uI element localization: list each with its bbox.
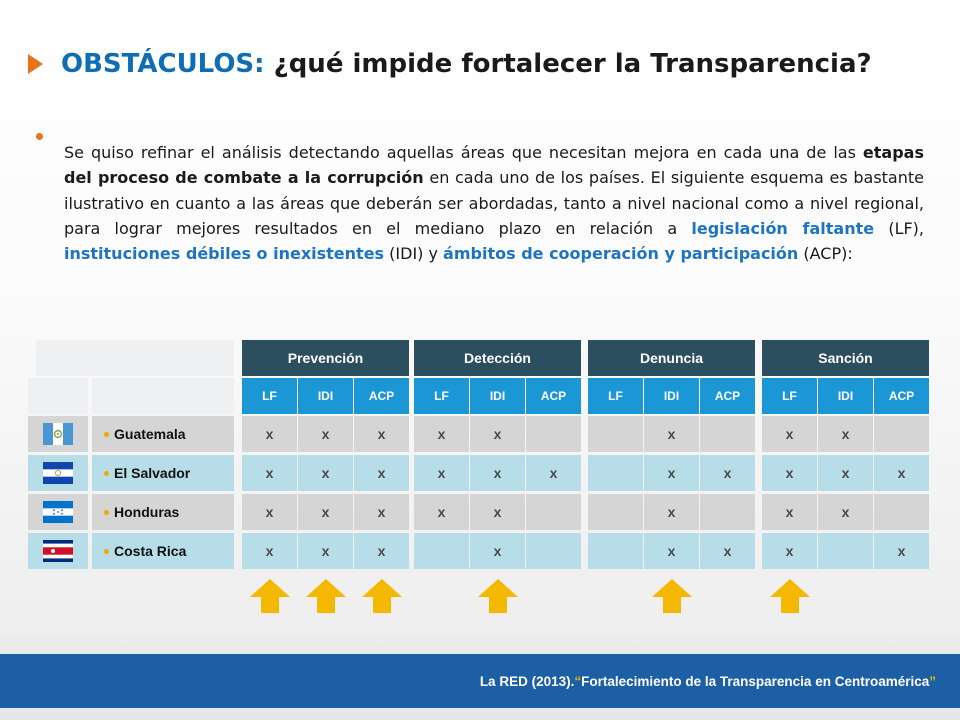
footer-bar [0,654,960,708]
table-cell [874,416,929,452]
stage-header: Prevención [242,340,409,376]
column-header: ACP [874,378,929,414]
table-cell: x [414,455,469,491]
table-cell: x [242,494,297,530]
header-blank-block [92,378,234,414]
source-citation [480,654,936,708]
citation-open-quote: “ [574,673,582,689]
para-text-3: (LF), [874,218,925,238]
para-text-1: Se quiso refinar el análisis detectando aquellas áreas que necesitan mejora en cada una de las [64,143,863,162]
table-cell: x [762,416,817,452]
para-bold-stages: etapas del proceso de combate a la corrupción [64,143,924,188]
table-cell: x [700,533,755,569]
country-cell [92,533,234,569]
play-triangle-icon [28,54,43,74]
table-cell [588,533,643,569]
bullet-icon [104,510,109,515]
flag-cell [28,533,88,569]
table-cell: x [298,455,353,491]
column-header: IDI [818,378,873,414]
table-cell [874,494,929,530]
table-cell: x [762,533,817,569]
table-cell: x [762,455,817,491]
table-cell [588,416,643,452]
table-cell [588,455,643,491]
table-cell: x [874,533,929,569]
para-text-2: en cada uno de los países. El siguiente esquema es bastante ilustrativo en cuanto a las áreas que deberán ser abordadas, tanto a nivel nacional como a nivel regional, para lograr mejores resultados en el mediano plazo en relación a [64,168,924,238]
column-header: IDI [644,378,699,414]
table-cell: x [414,494,469,530]
header-blank-block [28,378,88,414]
table-cell [818,533,873,569]
table-cell [700,416,755,452]
title-text [61,49,872,79]
table-cell: x [818,494,873,530]
citation-work: Fortalecimiento de la Transparencia en Centroamérica [581,673,930,689]
para-highlight-idi: instituciones débiles o inexistentes [64,244,385,264]
body-paragraph [64,140,924,266]
table-cell: x [354,494,409,530]
country-name: Guatemala [114,426,186,442]
table-cell [700,494,755,530]
header-blank-block [36,340,234,376]
title-question: ¿qué impide fortalecer la Transparencia? [273,49,872,79]
bullet-icon [104,432,109,437]
table-cell [588,494,643,530]
table-cell: x [470,494,525,530]
stage-header: Sanción [762,340,929,376]
country-name: Costa Rica [114,543,187,559]
table-cell: x [818,416,873,452]
table-cell: x [470,533,525,569]
bullet-icon [104,549,109,554]
up-arrow-icon [361,578,403,614]
table-cell: x [470,416,525,452]
flag-cell [28,416,88,452]
slide-title [28,44,872,84]
table-cell: x [644,494,699,530]
table-cell: x [762,494,817,530]
table-cell [414,533,469,569]
costa-rica-flag-icon [43,540,73,562]
up-arrow-icon [249,578,291,614]
up-arrow-icon [305,578,347,614]
column-header: LF [588,378,643,414]
flag-cell [28,455,88,491]
table-cell: x [354,455,409,491]
para-text-5: (ACP): [798,244,853,264]
column-header: IDI [298,378,353,414]
citation-close-quote: ” [929,673,936,689]
stage-header: Denuncia [588,340,755,376]
country-cell [92,494,234,530]
table-cell: x [354,533,409,569]
table-cell: x [242,533,297,569]
table-cell: x [644,455,699,491]
table-cell [526,494,581,530]
table-cell: x [354,416,409,452]
el-salvador-flag-icon [43,462,73,484]
table-cell: x [818,455,873,491]
table-cell: x [298,494,353,530]
country-name: El Salvador [114,465,191,481]
bullet-icon [36,133,43,140]
table-cell: x [874,455,929,491]
table-cell: x [298,416,353,452]
flag-cell [28,494,88,530]
guatemala-flag-icon [43,423,73,445]
table-cell: x [242,416,297,452]
column-header: ACP [354,378,409,414]
honduras-flag-icon [43,501,73,523]
footer-strip [0,708,960,720]
stage-header: Detección [414,340,581,376]
up-arrow-icon [769,578,811,614]
column-header: ACP [526,378,581,414]
bullet-icon [104,471,109,476]
citation-source: La RED (2013). [479,673,575,689]
table-cell: x [526,455,581,491]
table-cell: x [298,533,353,569]
body-bullet [36,124,924,282]
column-header: LF [762,378,817,414]
table-cell: x [700,455,755,491]
table-cell: x [414,416,469,452]
country-name: Honduras [114,504,180,520]
table-cell: x [644,533,699,569]
up-arrow-icon [651,578,693,614]
up-arrow-icon [477,578,519,614]
country-cell [92,455,234,491]
para-text-4: (IDI) y [384,244,444,264]
country-cell [92,416,234,452]
table-cell [526,533,581,569]
column-header: ACP [700,378,755,414]
table-cell: x [644,416,699,452]
column-header: IDI [470,378,525,414]
table-cell [526,416,581,452]
table-cell: x [470,455,525,491]
column-header: LF [242,378,297,414]
para-highlight-lf: legislación faltante [691,218,875,238]
title-keyword: OBSTÁCULOS: [61,49,265,79]
para-highlight-acp: ámbitos de cooperación y participación [443,244,799,264]
table-cell: x [242,455,297,491]
column-header: LF [414,378,469,414]
